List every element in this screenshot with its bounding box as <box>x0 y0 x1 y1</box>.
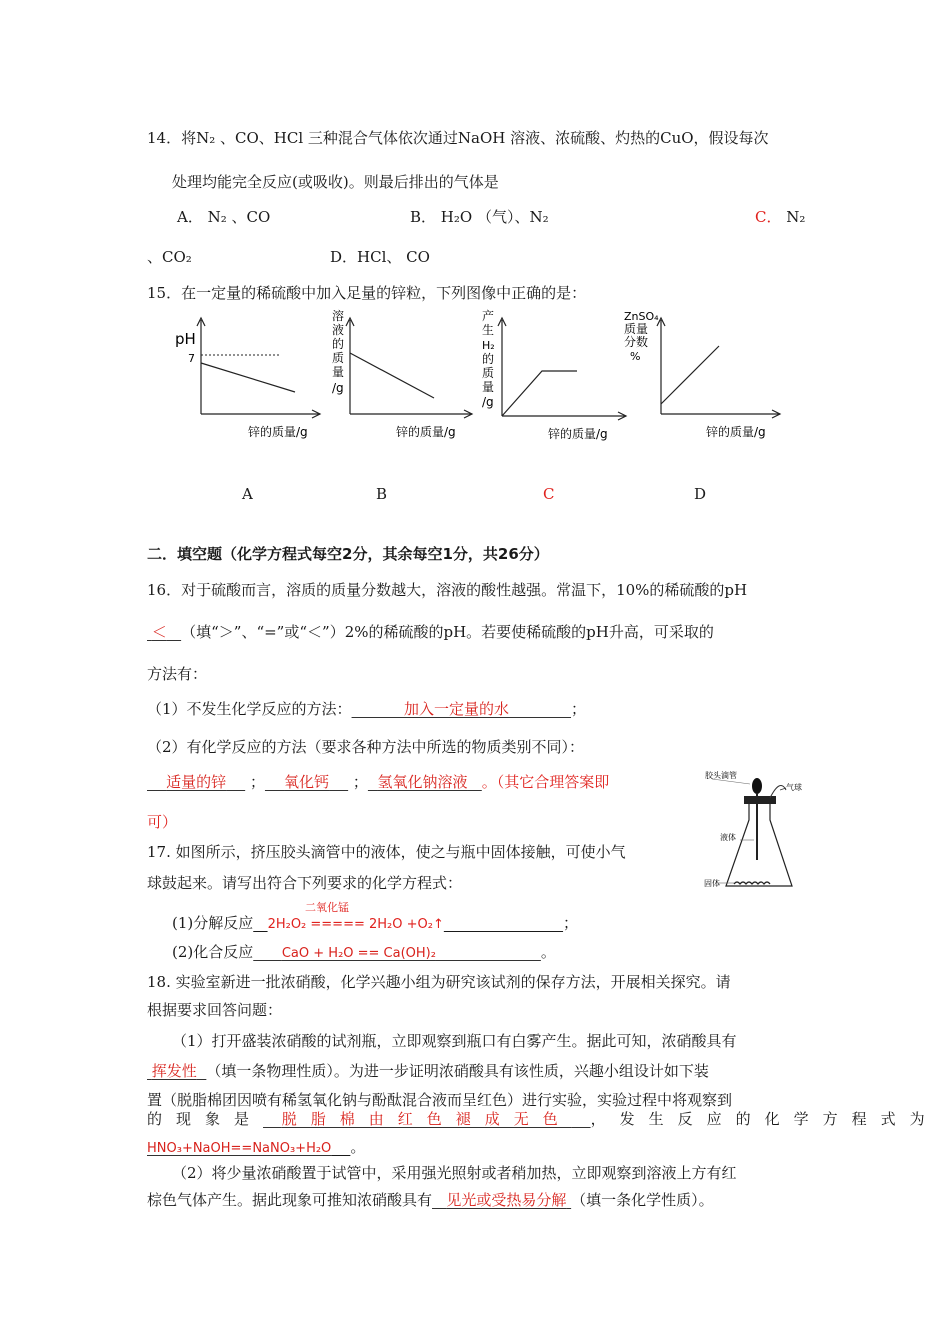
q18-answer-decompose: 见光或受热易分解 <box>446 1191 567 1209</box>
chart-b-ylabel-6: /g <box>332 381 344 395</box>
chart-a <box>170 306 330 450</box>
q16-part2-label: （2）有化学反应的方法（要求各种方法中所选的物质类别不同）： <box>147 738 585 756</box>
label-dropper: 胶头滴管 <box>705 771 737 780</box>
q18-part2-line1: （2）将少量浓硝酸置于试管中，采用强光照射或者稍加热，立即观察到溶液上方有红 <box>172 1164 737 1182</box>
chart-a-ytick: 7 <box>188 352 195 365</box>
label-liquid: 液体 <box>720 833 736 842</box>
q14-option-c-continued: 、CO₂ <box>147 248 192 266</box>
q16-part1-label: （1）不发生化学反应的方法： <box>147 700 352 718</box>
chart-a-xlabel: 锌的质量/g <box>248 425 308 439</box>
chart-d-ylabel-2: 质量 <box>624 322 649 336</box>
chart-a-label: A <box>242 485 253 503</box>
q17-part1: (1)分解反应 2H₂O₂ ===== 2H₂O +O₂↑ ； <box>172 914 579 932</box>
q16-part1-answer: 加入一定量的水 <box>404 700 510 718</box>
q16-other-note-cont: 可） <box>147 813 178 831</box>
stopper <box>744 796 776 804</box>
q16-part1: （1）不发生化学反应的方法： 加入一定量的水 ； <box>147 700 587 718</box>
q16-line2-text: （填“＞”、“=”或“＜”）2%的稀硫酸的pH。若要使稀硫酸的pH升高，可采取的 <box>181 623 714 641</box>
q14-option-c-letter: C． <box>755 208 782 226</box>
q16-line1: 16．对于硫酸而言，溶质的质量分数越大，溶液的酸性越强。常温下，10%的稀硫酸的pH <box>147 581 748 599</box>
flask-figure <box>700 768 810 898</box>
chart-d-xlabel: 锌的质量/g <box>706 425 766 439</box>
q16-answer-cao: 氧化钙 <box>284 773 330 791</box>
chart-c <box>476 306 636 450</box>
q15-stem: 15．在一定量的稀硫酸中加入足量的锌粒，下列图像中正确的是： <box>147 284 587 302</box>
chart-c-ylabel-5: 质 <box>482 366 495 380</box>
chart-a-curve <box>201 363 295 392</box>
chart-c-curve <box>502 371 577 416</box>
q16-other-note: 。（其它合理答案即 <box>481 773 610 791</box>
chart-c-ylabel-6: 量 <box>482 380 495 394</box>
q14-option-c <box>755 207 805 227</box>
chart-d-ylabel-1: ZnSO₄ <box>624 310 659 323</box>
q16-line2 <box>147 622 714 642</box>
q18-part2-line2: 棕色气体产生。据此现象可推知浓硝酸具有 见光或受热易分解 （填一条化学性质）。 <box>147 1191 714 1209</box>
chart-d-ylabel-3: 分数 <box>624 335 649 349</box>
chart-b-ylabel-5: 量 <box>332 365 345 379</box>
chart-b-ylabel-3: 的 <box>332 337 345 351</box>
q17-part2: (2)化合反应 CaO + H₂O == Ca(OH)₂ 。 <box>172 943 556 961</box>
q17-part2-label: (2)化合反应 <box>172 943 254 961</box>
q17-part1-equation: 2H₂O₂ ===== 2H₂O +O₂↑ <box>267 917 444 932</box>
section2-title: 二．填空题（化学方程式每空2分，其余每空1分，共26分） <box>147 545 549 563</box>
q18-line2: 根据要求回答问题： <box>147 1001 283 1019</box>
chart-b-ylabel-2: 液 <box>332 323 345 337</box>
q14-option-b: B． H₂O （气）、N₂ <box>410 208 549 226</box>
chart-b-ylabel-1: 溶 <box>332 309 345 323</box>
q14-option-a: A． N₂ 、CO <box>177 208 271 226</box>
q18-line1: 18. 实验室新进一批浓硝酸，化学兴趣小组为研究该试剂的保存方法，开展相关探究。请 <box>147 973 731 991</box>
chart-b-xlabel: 锌的质量/g <box>396 425 456 439</box>
q14-stem-line2: 处理均能完全反应(或吸收)。则最后排出的气体是 <box>172 173 499 191</box>
solid-particles <box>734 882 770 884</box>
chart-d-curve <box>661 346 719 404</box>
chart-b-curve <box>350 353 434 398</box>
q18-part1-line1: （1）打开盛装浓硝酸的试剂瓶，立即观察到瓶口有白雾产生。据此可知，浓硝酸具有 <box>172 1032 737 1050</box>
q18-part1-line2: 挥发性 （填一条物理性质）。为进一步证明浓硝酸具有该性质，兴趣小组设计如下装 <box>147 1061 709 1081</box>
q16-part2-answers: 适量的锌 ； 氧化钙 ； 氢氧化钠溶液 。（其它合理答案即 <box>147 772 609 792</box>
q18-part1-line5: HNO₃+NaOH==NaNO₃+H₂O 。 <box>147 1138 366 1156</box>
chart-b-label: B <box>376 485 388 503</box>
q16-answer-zinc: 适量的锌 <box>166 773 227 791</box>
q17-line2: 球鼓起来。请写出符合下列要求的化学方程式： <box>147 874 463 892</box>
chart-c-label: C <box>543 485 555 503</box>
chart-b-ylabel-4: 质 <box>332 351 345 365</box>
chart-b <box>322 306 482 450</box>
q18-part1-line4: 的现象是 脱脂棉由红色褪成无色 ，发生反应的化学方程式为 <box>147 1110 939 1128</box>
q18-equation: HNO₃+NaOH==NaNO₃+H₂O <box>147 1141 332 1156</box>
q14-option-d: D．HCl、 CO <box>330 248 430 266</box>
chart-a-ylabel: pH <box>175 330 196 348</box>
q17-part2-equation: CaO + H₂O == Ca(OH)₂ <box>281 946 436 961</box>
flask-body <box>726 804 792 886</box>
label-solid: 固体 <box>704 879 720 888</box>
chart-c-ylabel-7: /g <box>482 395 494 409</box>
chart-c-xlabel: 锌的质量/g <box>548 427 608 441</box>
chart-c-ylabel-1: 产 <box>482 309 495 323</box>
q16-answer-naoh: 氢氧化钠溶液 <box>377 773 468 791</box>
q17-part1-label: (1)分解反应 <box>172 914 254 932</box>
chart-d-ylabel-4: % <box>630 350 641 363</box>
q14-stem-line1: 14．将N₂ 、CO、HCl 三种混合气体依次通过NaOH 溶液、浓硫酸、灼热的CuO，假设每次 <box>147 129 769 147</box>
q16-line3: 方法有： <box>147 665 208 683</box>
q16-answer-1: ＜ <box>151 623 167 641</box>
chart-d <box>624 306 790 450</box>
q17-catalyst: 二氧化锰 <box>305 901 349 914</box>
q17-line1: 17. 如图所示，挤压胶头滴管中的液体，使之与瓶中固体接触，可使小气 <box>147 843 626 861</box>
chart-c-ylabel-3: H₂ <box>482 339 495 352</box>
q14-option-c-text: N₂ <box>786 208 806 226</box>
q18-observation: 脱脂棉由红色褪成无色 <box>281 1110 572 1128</box>
chart-d-label: D <box>694 485 707 503</box>
dropper-bulb <box>752 778 762 794</box>
chart-c-ylabel-4: 的 <box>482 352 495 366</box>
label-balloon: 气球 <box>786 783 802 792</box>
q18-answer-volatility: 挥发性 <box>151 1062 197 1080</box>
chart-c-ylabel-2: 生 <box>482 323 495 337</box>
q18-part1-line3: 置（脱脂棉团因喷有稀氢氧化钠与酚酞混合液而呈红色）进行实验，实验过程中将观察到 <box>147 1091 733 1109</box>
